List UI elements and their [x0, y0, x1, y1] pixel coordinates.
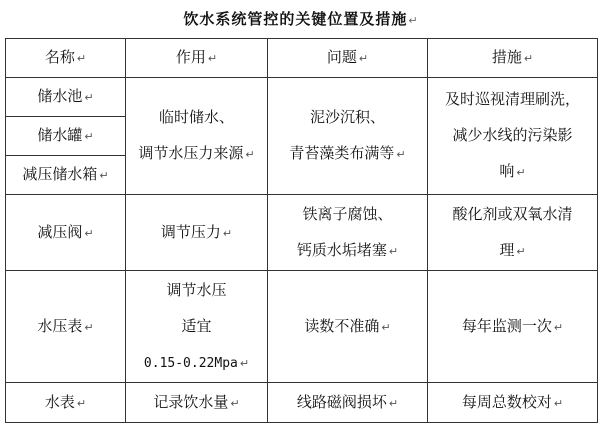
- cell-problem-valve: 铁离子腐蚀、 钙质水垢堵塞 ↵: [268, 195, 428, 271]
- cell-measure-gauge: 每年监测一次 ↵: [428, 271, 598, 383]
- cell-name-meter: 水表 ↵: [6, 383, 126, 423]
- cell-function-storage: 临时储水、 调节水压力来源 ↵: [126, 78, 268, 195]
- cell-name-gauge: 水压表 ↵: [6, 271, 126, 383]
- cell-measure-valve: 酸化剂或双氧水清 理 ↵: [428, 195, 598, 271]
- cell-problem-meter: 线路磁阀损坏 ↵: [268, 383, 428, 423]
- header-function: 作用 ↵: [126, 39, 268, 78]
- header-measure: 措施 ↵: [428, 39, 598, 78]
- cell-name-storage-tank: 储水罐 ↵: [6, 117, 126, 156]
- header-name: 名称 ↵: [6, 39, 126, 78]
- cell-problem-storage: 泥沙沉积、 青苔藻类布满等 ↵: [268, 78, 428, 195]
- cell-name-pressure-tank: 减压储水箱 ↵: [6, 156, 126, 195]
- cell-measure-meter: 每周总数校对 ↵: [428, 383, 598, 423]
- cell-measure-storage: 及时巡视清理刷洗， 减少水线的污染影 响 ↵: [428, 78, 598, 195]
- table-header-row: [6, 39, 598, 78]
- table-row: [6, 271, 598, 383]
- paragraph-mark-icon: ↵: [408, 14, 419, 27]
- document-title: 饮水系统管控的关键位置及措施↵: [183, 10, 419, 28]
- control-measures-table: [5, 38, 598, 423]
- cell-function-gauge: 调节水压 适宜 0.15-0.22Mpa ↵: [126, 271, 268, 383]
- table-row: [6, 78, 598, 117]
- table-row: [6, 195, 598, 271]
- cell-function-meter: 记录饮水量 ↵: [126, 383, 268, 423]
- cell-function-valve: 调节压力 ↵: [126, 195, 268, 271]
- header-problem: 问题 ↵: [268, 39, 428, 78]
- cell-name-storage-pool: 储水池 ↵: [6, 78, 126, 117]
- cell-name-valve: 减压阀 ↵: [6, 195, 126, 271]
- cell-problem-gauge: 读数不准确 ↵: [268, 271, 428, 383]
